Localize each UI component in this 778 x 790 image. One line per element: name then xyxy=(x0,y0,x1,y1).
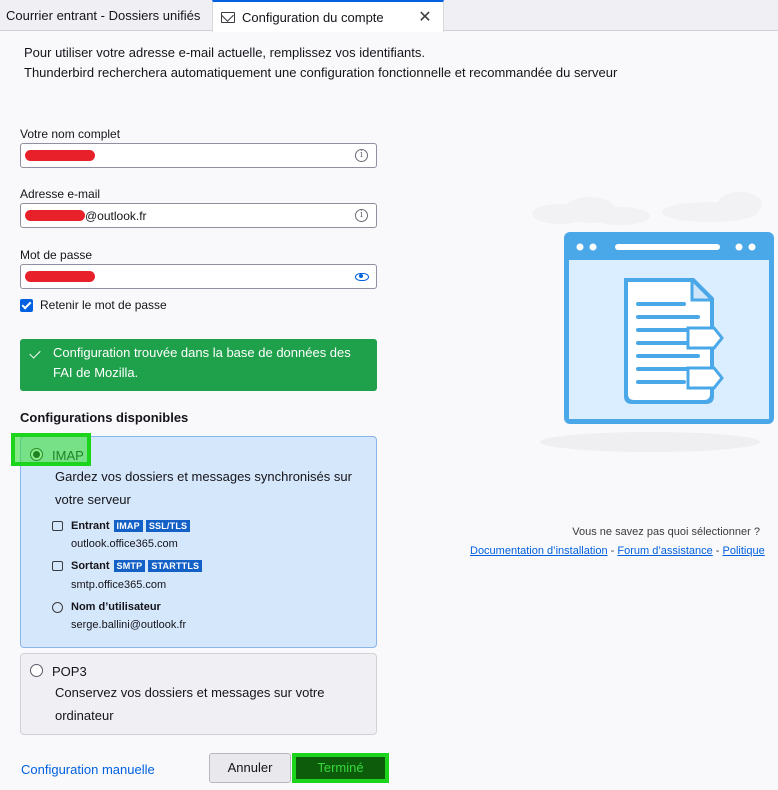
user-icon xyxy=(52,602,63,613)
remember-checkbox[interactable] xyxy=(20,299,33,312)
password-field[interactable] xyxy=(20,264,377,289)
tab-inbox-label: Courrier entrant - Dossiers unifiés xyxy=(6,8,201,23)
remember-password[interactable] xyxy=(20,298,167,312)
pop3-option[interactable] xyxy=(20,653,377,735)
shadow-shape xyxy=(540,432,760,452)
mail-icon xyxy=(221,12,235,23)
close-icon[interactable]: ✕ xyxy=(418,9,432,26)
account-setup-page xyxy=(0,32,778,790)
incoming-protocol-badge: IMAP xyxy=(114,520,143,532)
privacy-policy-link[interactable]: Politique xyxy=(722,545,765,557)
incoming-host: outlook.office365.com xyxy=(71,538,178,550)
tab-account-setup-label: Configuration du compte xyxy=(242,9,384,25)
pop3-description xyxy=(55,681,365,727)
password-label: Mot de passe xyxy=(20,248,93,262)
setup-illustration xyxy=(520,182,778,472)
email-label: Adresse e-mail xyxy=(20,187,101,201)
check-icon xyxy=(29,347,40,358)
tab-bar xyxy=(0,0,778,31)
name-field[interactable] xyxy=(20,143,377,168)
tab-inbox[interactable] xyxy=(0,0,212,31)
username-label: Nom d’utilisateur xyxy=(71,601,161,613)
document-icon xyxy=(624,278,722,404)
eye-icon[interactable] xyxy=(355,273,369,281)
help-section xyxy=(470,526,778,557)
redaction-mark xyxy=(25,271,95,282)
link-separator: - xyxy=(712,545,723,557)
configs-title: Configurations disponibles xyxy=(20,410,189,425)
incoming-label: Entrant xyxy=(71,520,110,532)
server-icon xyxy=(52,561,63,571)
info-icon[interactable]: i xyxy=(355,149,368,162)
pop3-desc-line-1: Conservez vos dossiers et messages sur votre xyxy=(55,685,325,700)
help-links xyxy=(470,545,778,557)
outgoing-host: smtp.office365.com xyxy=(71,579,167,591)
intro-text xyxy=(24,43,617,83)
info-icon[interactable]: i xyxy=(355,209,368,222)
manual-config-button[interactable]: Configuration manuelle xyxy=(21,762,155,777)
imap-option[interactable] xyxy=(20,436,377,648)
email-field[interactable] xyxy=(20,203,377,228)
username-row xyxy=(52,601,165,613)
redaction-mark xyxy=(25,210,85,221)
outgoing-security-badge: STARTTLS xyxy=(148,560,202,572)
outgoing-protocol-badge: SMTP xyxy=(114,560,146,572)
username-value: serge.ballini@outlook.fr xyxy=(71,619,187,631)
imap-desc-line-2: votre serveur xyxy=(55,492,131,507)
cancel-button[interactable]: Annuler xyxy=(209,753,291,783)
support-forum-link[interactable]: Forum d’assistance xyxy=(617,545,713,557)
install-docs-link[interactable]: Documentation d’installation xyxy=(470,545,608,557)
done-button[interactable]: Terminé xyxy=(292,753,389,783)
tab-account-setup[interactable] xyxy=(212,0,444,32)
help-question: Vous ne savez pas quoi sélectionner ? xyxy=(572,526,760,538)
cloud-shape xyxy=(532,192,762,225)
name-label: Votre nom complet xyxy=(20,127,121,141)
pop3-desc-line-2: ordinateur xyxy=(55,708,114,723)
intro-line-2: Thunderbird recherchera automatiquement une configuration fonctionnelle et recommandée du serveur xyxy=(24,65,618,80)
imap-description xyxy=(55,465,365,511)
link-separator: - xyxy=(607,545,618,557)
imap-desc-line-1: Gardez vos dossiers et messages synchronisés sur xyxy=(55,469,352,484)
success-banner xyxy=(20,339,377,391)
imap-highlight xyxy=(11,433,91,466)
email-suffix: @outlook.fr xyxy=(85,208,147,223)
remember-label: Retenir le mot de passe xyxy=(40,298,167,312)
success-line-1: Configuration trouvée dans la base de données des xyxy=(53,345,351,360)
incoming-row xyxy=(52,520,193,532)
server-icon xyxy=(52,521,63,531)
redaction-mark xyxy=(25,150,95,161)
intro-line-1: Pour utiliser votre adresse e-mail actuelle, remplissez vos identifiants. xyxy=(24,45,426,60)
pop3-radio[interactable] xyxy=(30,664,43,677)
success-line-2: FAI de Mozilla. xyxy=(53,365,139,380)
outgoing-row xyxy=(52,560,205,572)
pop3-name: POP3 xyxy=(52,664,87,679)
outgoing-label: Sortant xyxy=(71,560,110,572)
incoming-security-badge: SSL/TLS xyxy=(146,520,190,532)
